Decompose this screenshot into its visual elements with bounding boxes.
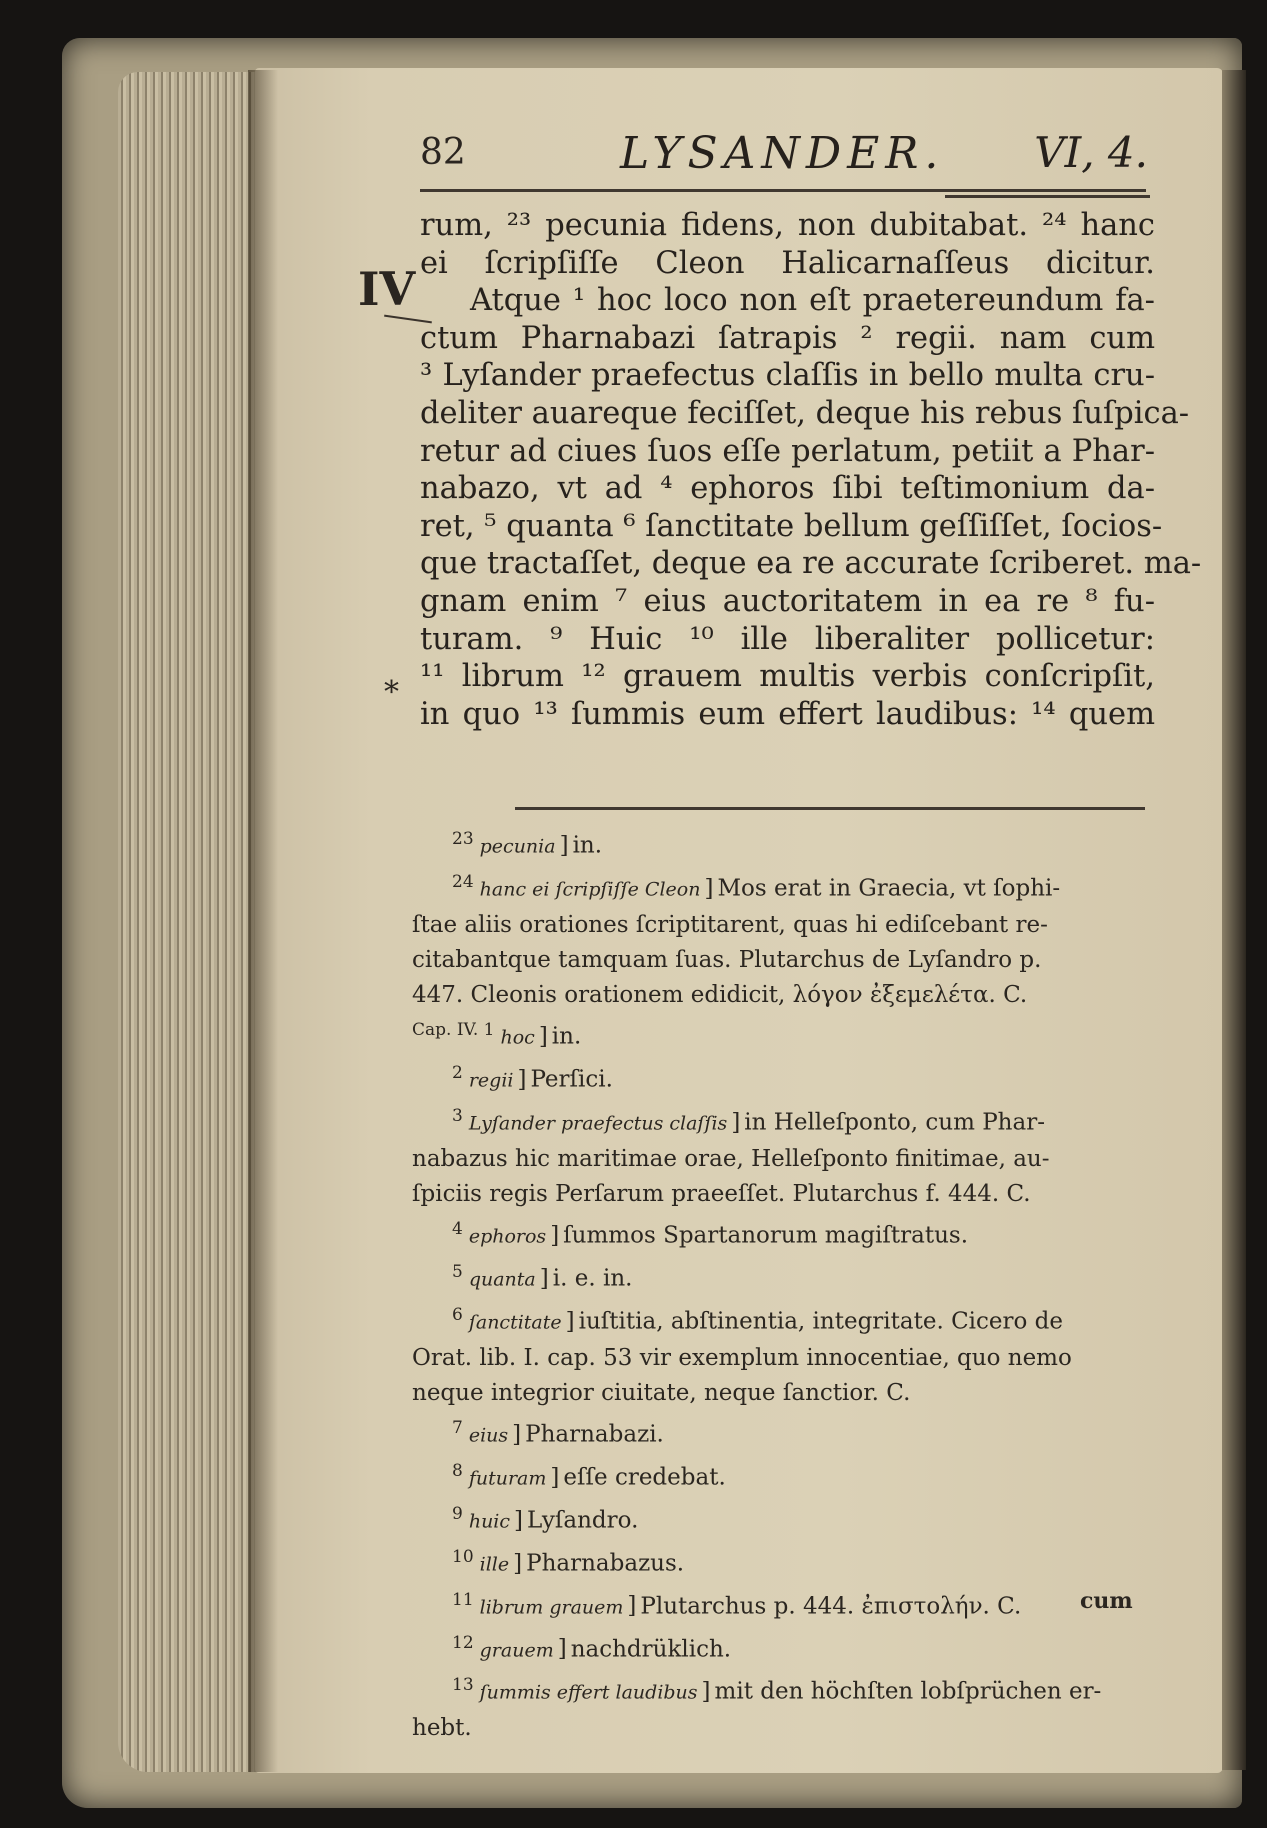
footnote-number: 8 — [452, 1461, 463, 1482]
footnote-lemma: ſanctitate — [468, 1311, 562, 1334]
footnote-line — [412, 978, 1157, 1013]
lemma-bracket: ] — [513, 1550, 523, 1577]
footnote-rule — [515, 807, 1145, 810]
text-line: in quo ¹³ ſummis eum effert laudibus: ¹⁴ quem — [420, 696, 1155, 732]
lemma-bracket: ] — [550, 1222, 560, 1249]
lemma-bracket: ] — [627, 1593, 637, 1620]
text-line: ei ſcripſiſſe Cleon Halicarnaſſeus dicitur. — [420, 245, 1155, 281]
footnote-text: iuſtitia, abſtinentia, integritate. Cicero de — [578, 1308, 1064, 1335]
footnote-text: mit den höchſten lobſprüchen er- — [714, 1679, 1102, 1706]
footnote-lemma: ephoros — [468, 1225, 547, 1248]
text-line: ¹¹ librum ¹² grauem multis verbis conſcripſit, — [420, 659, 1155, 695]
lemma-bracket: ] — [701, 1679, 711, 1706]
footnote-number: 3 — [452, 1106, 463, 1127]
lemma-bracket: ] — [517, 1066, 527, 1093]
footnote-line — [412, 1626, 1157, 1669]
lemma-bracket: ] — [539, 1265, 549, 1292]
footnote-number: 23 — [452, 829, 474, 849]
footnote-line — [412, 1177, 1157, 1212]
footnote-text: Pharnabazi. — [525, 1421, 664, 1448]
footnote-text: nabazus hic maritimae orae, Helleſponto finitimae, au- — [412, 1145, 1050, 1172]
header-rule-accent — [945, 195, 1150, 198]
footnote-text: Lyſandro. — [527, 1507, 639, 1534]
section-mark: IV — [358, 262, 416, 316]
footnote-text: in. — [551, 1023, 582, 1050]
footnote-line — [412, 908, 1157, 943]
footnote-lemma: hanc ei ſcripſiſſe Cleon — [479, 878, 701, 901]
footnote-line — [412, 1411, 1157, 1454]
footnote-text: neque integrior ciuitate, neque ſanctior. C. — [412, 1380, 911, 1407]
footnote-line — [412, 1668, 1157, 1711]
footnote-text: Orat. lib. I. cap. 53 vir exemplum innocentiae, quo nemo — [412, 1344, 1072, 1371]
text-line: turam. ⁹ Huic ¹⁰ ille liberaliter pollicetur: — [420, 621, 1155, 657]
footnote-text: ſpiciis regis Perſarum praeeſſet. Plutarchus f. 444. C. — [412, 1181, 1031, 1208]
text-line: gnam enim ⁷ eius auctoritatem in ea re ⁸ fu- — [420, 583, 1155, 619]
text-line: ret, ⁵ quanta ⁶ ſanctitate bellum geſſiſſet, ſocios- — [420, 508, 1163, 544]
page-header — [400, 124, 1160, 182]
lemma-bracket: ] — [557, 1636, 567, 1663]
lemma-bracket: ] — [559, 832, 569, 859]
footnote-lemma: grauem — [479, 1639, 554, 1662]
footnote-text: 447. Cleonis orationem edidicit, λόγον ἐξεμελέτα. C. — [412, 982, 1028, 1009]
lemma-bracket: ] — [565, 1308, 575, 1335]
footnote-lemma: huic — [468, 1510, 511, 1533]
footnote-text: i. e. in. — [552, 1265, 633, 1292]
footnote-line — [412, 1056, 1157, 1099]
footnote-line — [412, 943, 1157, 978]
footnote-line — [412, 1376, 1157, 1411]
footnote-lemma: quanta — [468, 1268, 536, 1291]
footnote-number: 7 — [452, 1418, 463, 1439]
footnote-text: Perſici. — [530, 1066, 613, 1093]
lemma-bracket: ] — [538, 1023, 548, 1050]
header-rule — [420, 189, 1146, 192]
footnote-number: Cap. IV. 1 — [412, 1020, 495, 1041]
text-line: retur ad ciues ſuos eſſe perlatum, petiit a Phar- — [420, 433, 1155, 469]
footnote-line — [412, 1540, 1157, 1583]
footnote-lemma: Lyſander praefectus claſſis — [468, 1112, 728, 1135]
text-line: nabazo, vt ad ⁴ ephoros ſibi teſtimonium da- — [420, 471, 1155, 507]
text-line: deliter auareque feciſſet, deque his rebus ſuſpica- — [420, 395, 1190, 431]
lemma-bracket: ] — [704, 875, 714, 902]
footnote-text: ſtae aliis orationes ſcriptitarent, quas hi ediſcebant re- — [412, 911, 1048, 938]
footnote-line — [412, 1099, 1157, 1142]
footnote-line — [412, 1711, 1157, 1746]
footnote-lemma: regii — [468, 1069, 514, 1092]
footnote-text: eſſe credebat. — [563, 1464, 726, 1491]
lemma-bracket: ] — [512, 1421, 522, 1448]
footnote-text: in Helleſponto, cum Phar- — [744, 1109, 1045, 1136]
margin-asterisk: * — [384, 675, 399, 710]
footnote-text: Mos erat in Graecia, vt ſophi- — [717, 875, 1061, 902]
text-line: ctum Pharnabazi ſatrapis ² regii. nam cum — [420, 320, 1155, 356]
footnote-line — [412, 1298, 1157, 1341]
footnote-lemma: eius — [468, 1424, 509, 1447]
footnote-number: 13 — [452, 1675, 474, 1696]
main-text — [420, 207, 1202, 733]
footnote-line — [412, 1212, 1157, 1255]
text-line: ³ Lyſander praefectus claſſis in bello multa cru- — [420, 358, 1155, 394]
footnote-line — [412, 1013, 1157, 1056]
lemma-bracket: ] — [514, 1507, 524, 1534]
footnote-text: Plutarchus p. 444. ἐπιστολήν. C. — [640, 1593, 1022, 1620]
footnote-line — [412, 865, 1157, 908]
footnote-line — [412, 1255, 1157, 1298]
footnote-line — [412, 822, 1157, 865]
text-line: rum, ²³ pecunia fidens, non dubitabat. ²⁴ hanc — [420, 208, 1155, 243]
chapter-reference: VI, 4. — [1034, 128, 1148, 177]
footnote-text: hebt. — [412, 1715, 472, 1742]
footnote-number: 11 — [452, 1589, 474, 1610]
footnote-lemma: librum grauem — [479, 1596, 624, 1619]
page-edges — [118, 72, 260, 1772]
footnote-text: citabantque tamquam ſuas. Plutarchus de Lyſandro p. — [412, 946, 1042, 973]
footnote-lemma: pecunia — [479, 835, 556, 858]
running-title: LYSANDER. — [620, 128, 945, 179]
footnote-lemma: ille — [479, 1553, 510, 1576]
page-right-edge — [1222, 70, 1246, 1770]
text-line: que tractaſſet, deque ea re accurate ſcriberet. ma- — [420, 546, 1202, 582]
footnote-text: Pharnabazus. — [526, 1550, 685, 1577]
footnote-number: 6 — [452, 1305, 463, 1326]
footnote-lemma: hoc — [500, 1026, 535, 1049]
footnote-number: 10 — [452, 1546, 474, 1567]
page-number: 82 — [420, 132, 466, 173]
footnote-line — [412, 1583, 1157, 1626]
footnote-number: 24 — [452, 871, 474, 892]
footnote-line — [412, 1341, 1157, 1376]
footnote-line — [412, 1497, 1157, 1540]
footnote-number: 2 — [452, 1063, 463, 1084]
catchword: cum — [1080, 1588, 1133, 1614]
footnote-text: in. — [572, 832, 603, 859]
footnote-number: 4 — [452, 1219, 463, 1240]
footnote-lemma: ſummis effert laudibus — [479, 1682, 698, 1705]
footnotes — [412, 822, 1157, 1747]
footnote-text: ſummos Spartanorum magiſtratus. — [563, 1222, 969, 1249]
footnote-text: nachdrüklich. — [570, 1636, 732, 1663]
footnote-number: 12 — [452, 1632, 474, 1653]
footnote-number: 5 — [452, 1262, 463, 1283]
footnote-line — [412, 1454, 1157, 1497]
footnote-line — [412, 1142, 1157, 1177]
spine-shadow — [248, 70, 278, 1772]
footnote-number: 9 — [452, 1504, 463, 1525]
lemma-bracket: ] — [731, 1109, 741, 1136]
text-line: Atque ¹ hoc loco non eſt praetereundum fa- — [470, 283, 1155, 319]
lemma-bracket: ] — [550, 1464, 560, 1491]
footnote-lemma: futuram — [468, 1467, 547, 1490]
